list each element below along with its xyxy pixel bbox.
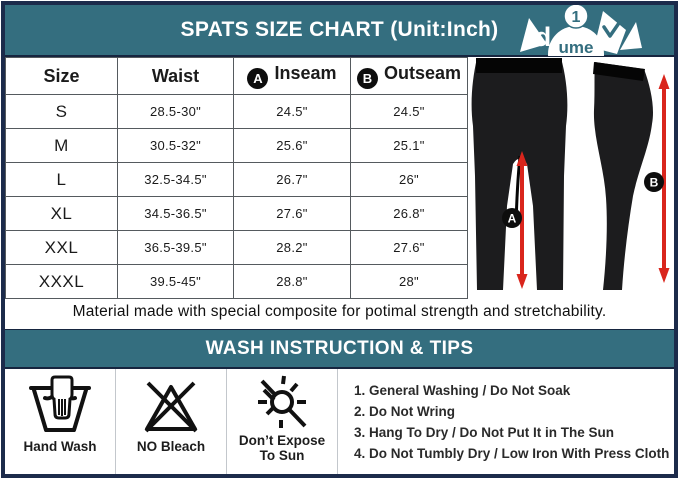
marker-a-label: A [507,211,517,226]
cell-inseam: 24.5" [234,95,351,129]
cell-outseam: 26.8" [351,197,468,231]
logo-number: 1 [571,9,581,26]
table-row [6,129,468,163]
care-label-no-bleach: NO Bleach [136,439,206,454]
cell-inseam: 25.6" [234,129,351,163]
care-label-no-sun-line2: To Sun [259,448,305,463]
cell-outseam: 26" [351,163,468,197]
cell-waist: 36.5-39.5" [118,231,234,265]
cell-size: L [6,163,118,197]
col-header-inseam [234,58,351,95]
wash-tip: 1. General Washing / Do Not Soak [354,383,571,398]
cell-size: S [6,95,118,129]
col-header-waist: Waist [118,58,234,95]
wash-tip: 2. Do Not Wring [354,404,455,419]
hand-wash-icon [28,374,92,436]
care-section [5,369,674,474]
cell-size: M [6,129,118,163]
material-note: Material made with special composite for potimal strength and stretchability. [72,302,607,320]
table-row [6,231,468,265]
cell-waist: 34.5-36.5" [118,197,234,231]
marker-b-label: B [649,175,659,190]
logo-letters: ume [558,38,594,56]
cell-outseam: 28" [351,265,468,299]
table-row [6,95,468,129]
logo-letter-d: d [534,22,552,52]
no-sun-icon [250,374,314,430]
brand-logo-icon [516,2,646,56]
page-title: SPATS SIZE CHART (Unit:Inch) [180,18,499,41]
care-label-no-sun [239,433,325,463]
wash-instruction-title: WASH INSTRUCTION & TIPS [205,337,474,359]
cell-inseam: 28.2" [234,231,351,265]
no-bleach-icon [139,374,203,436]
cell-size: XXL [6,231,118,265]
table-row [6,163,468,197]
cell-waist: 32.5-34.5" [118,163,234,197]
care-cell-hand-wash [5,369,116,474]
cell-waist: 28.5-30" [118,95,234,129]
cell-inseam: 26.7" [234,163,351,197]
care-label-no-sun-line1: Don’t Expose [238,433,326,448]
leggings-front-waistband [476,58,562,73]
col-header-size: Size [6,58,118,95]
wash-instruction-bar [5,329,674,369]
wash-tip: 4. Do Not Tumbly Dry / Low Iron With Press Cloth [354,446,670,461]
cell-waist: 39.5-45" [118,265,234,299]
size-chart-table [5,57,468,299]
leggings-measurement-diagram [467,56,674,296]
inseam-a-badge: A [247,68,268,89]
table-row [6,197,468,231]
col-header-outseam [351,58,468,95]
wash-tip: 3. Hang To Dry / Do Not Put It in The Sun [354,425,614,440]
care-cell-no-bleach [116,369,227,474]
outseam-b-badge: B [357,68,378,89]
cell-waist: 30.5-32" [118,129,234,163]
leggings-side-silhouette [594,62,653,290]
cell-inseam: 27.6" [234,197,351,231]
care-cell-no-sun [227,369,338,474]
table-header-row [6,58,468,95]
cell-size: XL [6,197,118,231]
cell-size: XXXL [6,265,118,299]
cell-outseam: 27.6" [351,231,468,265]
col-header-outseam-label: Outseam [383,63,462,83]
wash-tips-list [338,369,675,474]
col-header-inseam-label: Inseam [274,63,337,83]
cell-outseam: 24.5" [351,95,468,129]
cell-outseam: 25.1" [351,129,468,163]
care-label-hand-wash: Hand Wash [23,439,97,454]
cell-inseam: 28.8" [234,265,351,299]
